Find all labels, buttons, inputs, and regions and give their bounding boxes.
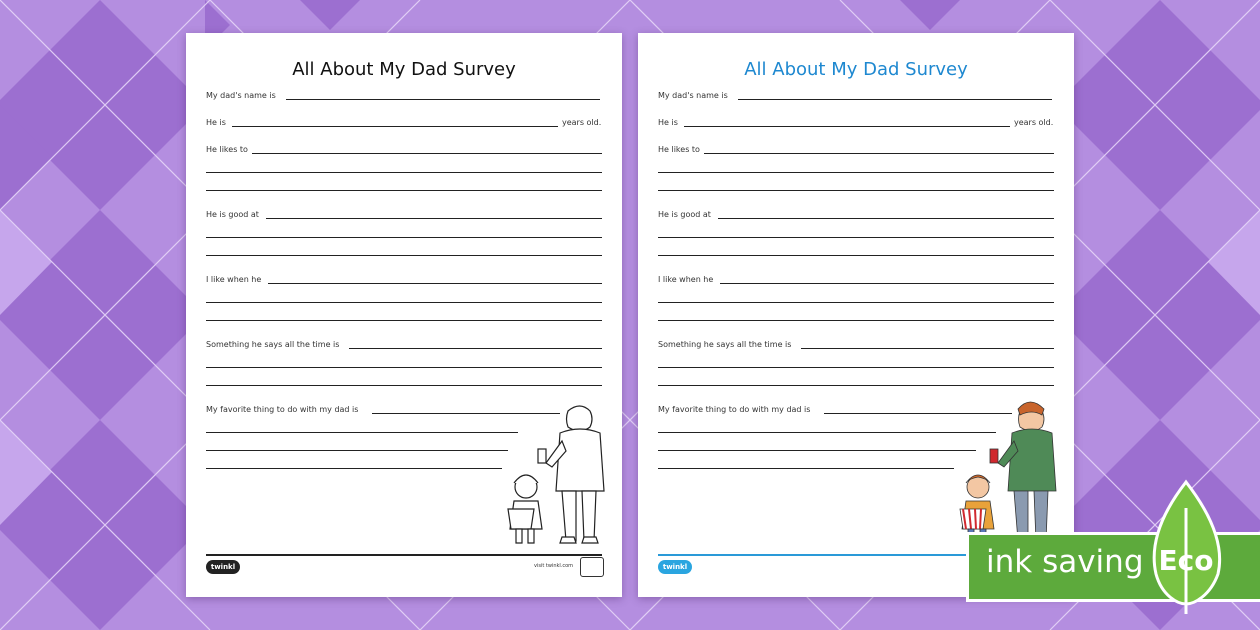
answer-line	[704, 153, 1054, 154]
answer-line	[658, 468, 954, 469]
answer-line	[658, 450, 976, 451]
footer-badge-icon	[580, 557, 604, 577]
answer-line	[658, 432, 996, 433]
answer-line	[658, 172, 1054, 173]
answer-line	[738, 99, 1052, 100]
prompt-name: My dad's name is	[658, 91, 728, 100]
answer-line	[349, 348, 602, 349]
answer-line	[268, 283, 602, 284]
answer-line	[206, 468, 502, 469]
answer-line	[206, 255, 602, 256]
answer-line	[206, 432, 518, 433]
eco-leaf-icon	[1148, 478, 1230, 618]
answer-line	[658, 367, 1054, 368]
answer-line	[718, 218, 1054, 219]
prompt-age: He is	[206, 118, 226, 127]
answer-line	[720, 283, 1054, 284]
answer-line	[206, 172, 602, 173]
twinkl-logo: twinkl	[658, 560, 692, 574]
prompt-like-when: I like when he	[206, 275, 262, 284]
answer-line	[658, 255, 1054, 256]
answer-line	[684, 126, 1010, 127]
answer-line	[206, 385, 602, 386]
prompt-favorite: My favorite thing to do with my dad is	[206, 405, 359, 414]
prompt-name: My dad's name is	[206, 91, 276, 100]
footer-rule	[206, 554, 602, 556]
prompt-likes: He likes to	[658, 145, 700, 154]
dad-and-child-illustration	[952, 391, 1062, 551]
twinkl-logo: twinkl	[206, 560, 240, 574]
dad-and-child-illustration	[500, 391, 610, 551]
answer-line	[658, 302, 1054, 303]
answer-line	[286, 99, 600, 100]
prompt-good-at: He is good at	[658, 210, 711, 219]
answer-line	[658, 190, 1054, 191]
prompt-favorite: My favorite thing to do with my dad is	[658, 405, 811, 414]
answer-line	[658, 237, 1054, 238]
prompt-good-at: He is good at	[206, 210, 259, 219]
prompt-says: Something he says all the time is	[658, 340, 792, 349]
answer-line	[206, 450, 508, 451]
prompt-like-when: I like when he	[658, 275, 714, 284]
answer-line	[658, 385, 1054, 386]
eco-tag: Eco	[1158, 544, 1214, 577]
answer-line	[232, 126, 558, 127]
answer-line	[206, 302, 602, 303]
answer-line	[801, 348, 1054, 349]
footer-visit: visit twinkl.com	[534, 563, 574, 569]
answer-line	[206, 367, 602, 368]
answer-line	[206, 237, 602, 238]
ink-saving-label: ink saving	[986, 544, 1144, 580]
answer-line	[206, 320, 602, 321]
answer-line	[266, 218, 602, 219]
prompt-age: He is	[658, 118, 678, 127]
answer-line	[206, 190, 602, 191]
prompt-likes: He likes to	[206, 145, 248, 154]
prompt-says: Something he says all the time is	[206, 340, 340, 349]
worksheet-bw	[186, 33, 622, 597]
worksheet-title: All About My Dad Survey	[292, 59, 516, 80]
answer-line	[252, 153, 602, 154]
worksheet-title: All About My Dad Survey	[744, 59, 968, 80]
prompt-age-suffix: years old.	[1014, 118, 1054, 127]
answer-line	[658, 320, 1054, 321]
worksheet-color	[638, 33, 1074, 597]
prompt-age-suffix: years old.	[562, 118, 602, 127]
